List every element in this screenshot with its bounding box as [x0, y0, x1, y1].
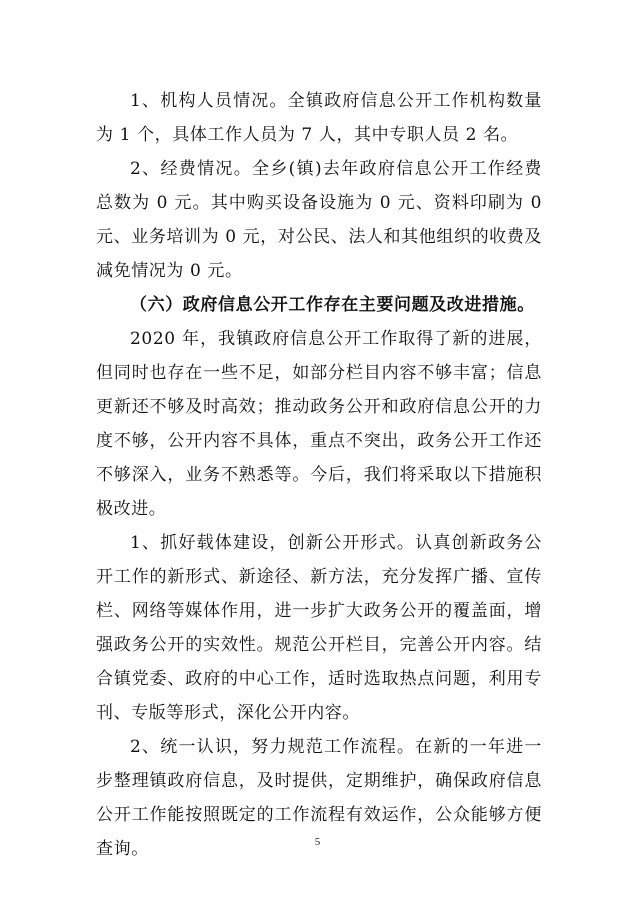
paragraph-staffing: 1、机构人员情况。全镇政府信息公开工作机构数量为 1 个，具体工作人员为 7 人，其中专职人员 2 名。: [96, 91, 542, 145]
document-body: [96, 84, 542, 866]
paragraph-measure-2: 2、统一认识，努力规范工作流程。在新的一年进一步整理镇政府信息，及时提供，定期维护，确保政府信息公开工作能按照既定的工作流程有效运作，公众能够方便查询。: [96, 737, 542, 859]
page-number: 5: [314, 836, 321, 848]
paragraph-funding: 2、经费情况。全乡(镇)去年政府信息公开工作经费总数为 0 元。其中购买设备设施为 0 元、资料印刷为 0 元、业务培训为 0 元，对公民、法人和其他组织的收费及减免情况为 0 元。: [96, 159, 542, 281]
paragraph-measure-1: 1、抓好载体建设，创新公开形式。认真创新政务公开工作的新形式、新途径、新方法，充分发挥广播、宣传栏、网络等媒体作用，进一步扩大政务公开的覆盖面，增强政务公开的实效性。规范公开栏目，完善公开内容。结合镇党委、政府的中心工作，适时选取热点问题，利用专刊、专版等形式，深化公开内容。: [96, 533, 542, 723]
paragraph-problems: 2020 年，我镇政府信息公开工作取得了新的进展，但同时也存在一些不足，如部分栏目内容不够丰富；信息更新还不够及时高效；推动政务公开和政府信息公开的力度不够，公开内容不具体，重点不突出，政务公开工作还不够深入，业务不熟悉等。今后，我们将采取以下措施积极改进。: [96, 329, 542, 519]
section-heading-problems: （六）政府信息公开工作存在主要问题及改进措施。: [130, 295, 535, 315]
